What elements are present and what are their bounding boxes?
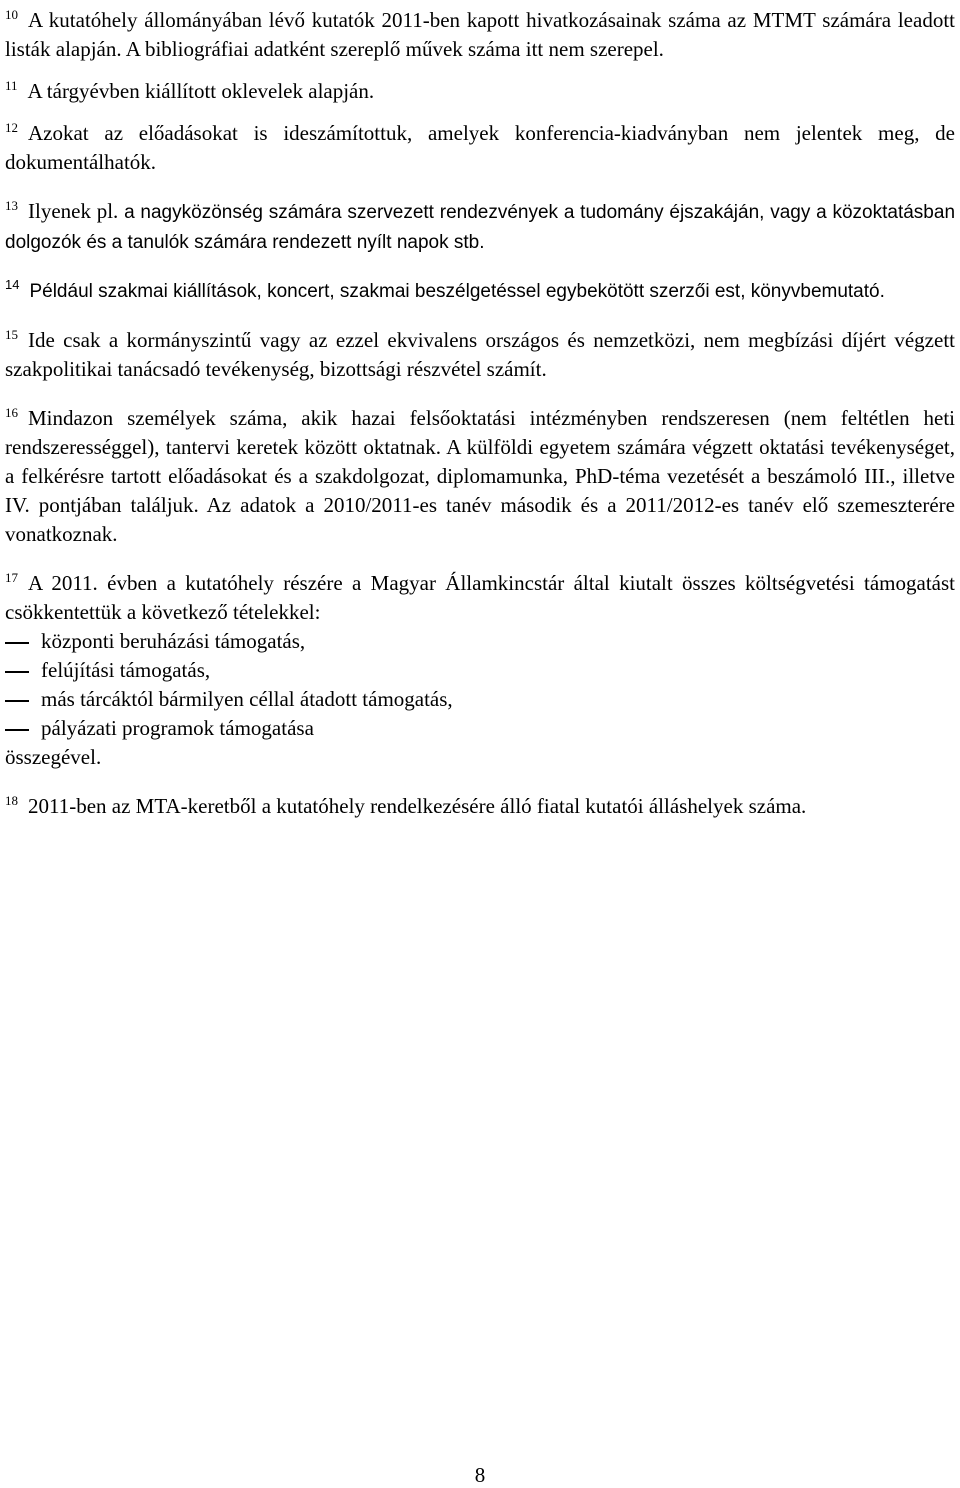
footnotes-block <box>5 6 955 821</box>
footnote-17-closing: összegével. <box>5 745 102 769</box>
footnote-13 <box>5 197 955 257</box>
footnote-number: 17 <box>5 569 18 585</box>
footnote-text: A tárgyévben kiállított oklevelek alapján. <box>27 79 375 103</box>
footnote-15 <box>5 326 955 384</box>
footnote-text: 2011-ben az MTA-keretből a kutatóhely rendelkezésére álló fiatal kutatói álláshelyek száma. <box>28 794 807 818</box>
footnote-14 <box>5 277 955 306</box>
footnote-number: 15 <box>5 326 18 342</box>
page-number: 8 <box>474 1463 486 1487</box>
footnote-text-sans: a nagyközönség számára szervezett rendezvények a tudomány éjszakáján, vagy a közoktatásban dolgozók és a tanulók számára rendezett nyílt napok stb. <box>5 202 956 253</box>
list-item: pályázati programok támogatása <box>5 714 955 743</box>
footnote-text: Mindazon személyek száma, akik hazai felsőoktatási intézményben rendszeresen (nem feltétlen heti rendszerességgel), tantervi keretek között oktatnak. <box>5 406 955 459</box>
footnote-text: A 2011. évben a kutatóhely részére a Magyar Államkincstár által kiutalt összes költségvetési támogatást csökkentettük a következő tételekkel: <box>5 571 955 624</box>
footnote-text-continued: A külföldi egyetem számára végzett oktatási tevékenységet, a felkérésre tartott előadásokat és a szakdolgozat, diplomamunka, PhD-téma vezetését a beszámoló III., illetve IV. pontjában találjuk. Az adatok a 2010/2011-es tanév második és a 2011/2012-es tanév elő szemeszterére vonatkoznak. <box>5 435 956 546</box>
footnote-text: Azokat az előadásokat is ideszámítottuk, amelyek konferencia-kiadványban nem jelentek meg, de dokumentálhatók. <box>5 121 955 174</box>
footnote-text: Ilyenek pl. <box>28 199 119 223</box>
footnote-17 <box>5 569 955 627</box>
footnote-10 <box>5 6 955 64</box>
footnote-text: Ide csak a kormányszintű vagy az ezzel ekvivalens országos és nemzetközi, nem megbízási díjért végzett szakpolitikai tanácsadó tevékenység, bizottsági részvétel számít. <box>5 328 955 381</box>
footnote-16 <box>5 404 955 549</box>
footnote-number: 10 <box>5 6 18 22</box>
deduction-list <box>5 627 955 743</box>
footnote-18 <box>5 792 955 821</box>
list-item: felújítási támogatás, <box>5 656 955 685</box>
footnote-number: 11 <box>5 77 18 93</box>
footnote-number: 18 <box>5 792 18 808</box>
footnote-number: 16 <box>5 404 18 420</box>
footnote-12 <box>5 119 955 177</box>
list-item: más tárcáktól bármilyen céllal átadott támogatás, <box>5 685 955 714</box>
footnote-number: 12 <box>5 119 18 135</box>
footnote-number: 14 <box>5 276 20 292</box>
list-item: központi beruházási támogatás, <box>5 627 955 656</box>
footnote-text: A kutatóhely állományában lévő kutatók 2011-ben kapott hivatkozásainak száma az MTMT számára leadott listák alapján. A bibliográfiai adatként szereplő művek száma itt nem szerepel. <box>5 8 955 61</box>
footnote-number: 13 <box>5 197 18 213</box>
footnote-text: Például szakmai kiállítások, koncert, szakmai beszélgetéssel egybekötött szerzői est, könyvbemutató. <box>29 281 885 302</box>
footnote-11 <box>5 77 955 106</box>
